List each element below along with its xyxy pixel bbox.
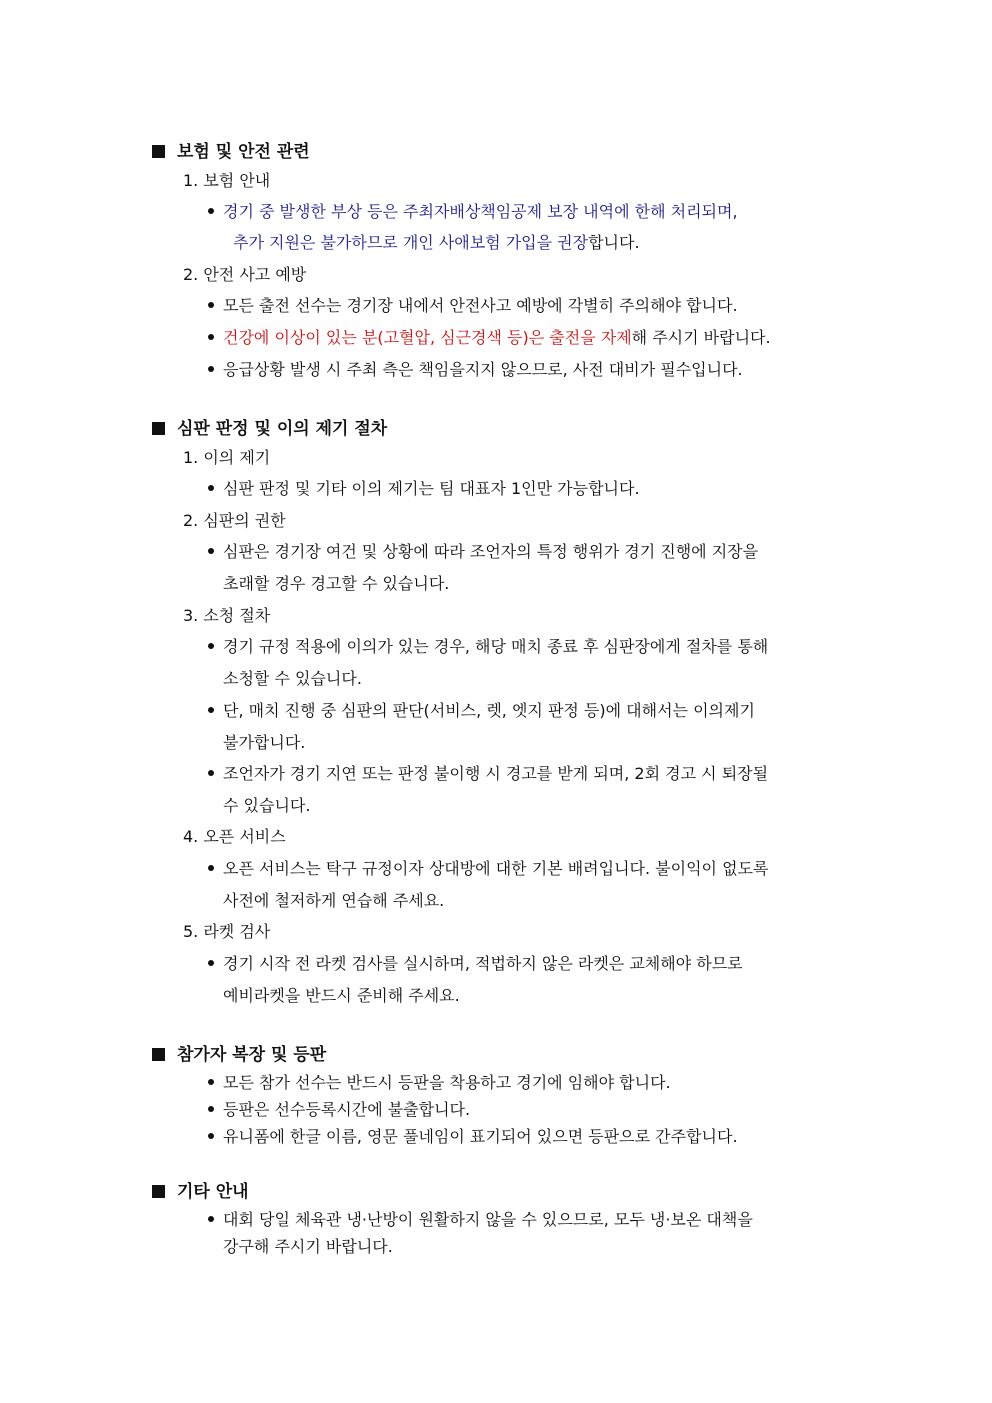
bullet-racket-check-cont: 예비라켓을 반드시 준비해 주세요.	[223, 986, 460, 1005]
bullet-emergency	[208, 359, 743, 381]
section-heading-attire-bib	[152, 1044, 326, 1066]
bullet-text: 단, 매치 진행 중 심판의 판단(서비스, 렛, 엣지 판정 등)에 대해서는 이의제기	[223, 701, 755, 720]
bullet-heating-cooling-cont: 강구해 주시기 바랍니다.	[223, 1237, 393, 1256]
bullet-petition-rule	[208, 636, 768, 658]
subheading-petition: 3. 소청 절차	[183, 606, 271, 625]
subheading-open-service: 4. 오픈 서비스	[183, 827, 286, 846]
highlight-text-red: 건강에 이상이 있는 분(고혈압, 심근경색 등)은 출전을 자제	[223, 328, 632, 347]
subheading-insurance-guide: 1. 보험 안내	[183, 171, 271, 190]
square-bullet-icon	[152, 422, 165, 435]
section-heading-other	[152, 1181, 249, 1203]
bullet-text: 조언자가 경기 지연 또는 판정 불이행 시 경고를 받게 되며, 2회 경고 시 퇴장될	[223, 764, 769, 783]
square-bullet-icon	[152, 1048, 165, 1061]
bullet-dot-icon	[208, 770, 214, 776]
bullet-dot-icon	[208, 1216, 214, 1222]
bullet-insurance-coverage	[208, 201, 738, 223]
bullet-petition-exception	[208, 700, 755, 722]
bullet-appeal-representative	[208, 478, 640, 500]
bullet-dot-icon	[208, 1079, 214, 1085]
bullet-heating-cooling	[208, 1209, 753, 1231]
bullet-text: 합니다.	[588, 233, 640, 252]
bullet-text: 응급상황 발생 시 주최 측은 책임을지지 않으므로, 사전 대비가 필수입니다.	[223, 360, 743, 379]
bullet-dot-icon	[208, 208, 214, 214]
bullet-text: 경기 중 발생한 부상 등은 주최자배상책임공제 보장 내역에 한해 처리되며,	[223, 202, 738, 221]
subheading-appeal: 1. 이의 제기	[183, 448, 271, 467]
subheading-racket-check: 5. 라켓 검사	[183, 922, 271, 941]
bullet-referee-warning-cont: 초래할 경우 경고할 수 있습니다.	[223, 574, 450, 593]
bullet-text: 모든 참가 선수는 반드시 등판을 착용하고 경기에 임해야 합니다.	[223, 1073, 671, 1092]
bullet-open-service-cont: 사전에 철저하게 연습해 주세요.	[223, 891, 445, 910]
bullet-text: 해 주시기 바랍니다.	[631, 328, 771, 347]
section-title: 심판 판정 및 이의 제기 절차	[177, 419, 388, 439]
bullet-text: 경기 시작 전 라켓 검사를 실시하며, 적법하지 않은 라켓은 교체해야 하므로	[223, 954, 743, 973]
bullet-dot-icon	[208, 334, 214, 340]
bullet-uniform-name	[208, 1126, 738, 1148]
section-heading-insurance-safety	[152, 141, 310, 163]
bullet-dot-icon	[208, 1133, 214, 1139]
bullet-text: 경기 규정 적용에 이의가 있는 경우, 해당 매치 종료 후 심판장에게 절차를 통해	[223, 637, 769, 656]
bullet-petition-exception-cont: 불가합니다.	[223, 733, 306, 752]
bullet-text: 유니폼에 한글 이름, 영문 풀네임이 표기되어 있으면 등판으로 간주합니다.	[223, 1127, 738, 1146]
bullet-text: 심판은 경기장 여건 및 상황에 따라 조언자의 특정 행위가 경기 진행에 지장을	[223, 542, 759, 561]
bullet-dot-icon	[208, 302, 214, 308]
bullet-text: 대회 당일 체육관 냉·난방이 원활하지 않을 수 있으므로, 모두 냉·보온 대책을	[223, 1210, 753, 1229]
subheading-accident-prevention: 2. 안전 사고 예방	[183, 265, 307, 284]
section-title: 보험 및 안전 관련	[177, 142, 310, 162]
bullet-dot-icon	[208, 485, 214, 491]
bullet-text: 심판 판정 및 기타 이의 제기는 팀 대표자 1인만 가능합니다.	[223, 479, 640, 498]
bullet-referee-warning	[208, 541, 758, 563]
bullet-dot-icon	[208, 548, 214, 554]
bullet-advisor-warning	[208, 763, 768, 785]
square-bullet-icon	[152, 1185, 165, 1198]
bullet-safety-caution	[208, 295, 738, 317]
bullet-racket-check	[208, 953, 743, 975]
bullet-text: 오픈 서비스는 탁구 규정이자 상대방에 대한 기본 배려입니다. 불이익이 없도록	[223, 859, 769, 878]
bullet-bib-distribution	[208, 1099, 470, 1121]
square-bullet-icon	[152, 145, 165, 158]
bullet-dot-icon	[208, 960, 214, 966]
bullet-text: 모든 출전 선수는 경기장 내에서 안전사고 예방에 각별히 주의해야 합니다.	[223, 296, 738, 315]
bullet-dot-icon	[208, 865, 214, 871]
bullet-bib-required	[208, 1072, 671, 1094]
bullet-advisor-warning-cont: 수 있습니다.	[223, 796, 311, 815]
section-heading-referee-appeal	[152, 418, 387, 440]
section-title: 참가자 복장 및 등판	[177, 1045, 327, 1065]
bullet-open-service	[208, 858, 768, 880]
bullet-dot-icon	[208, 707, 214, 713]
bullet-health-warning	[208, 327, 771, 349]
bullet-petition-rule-cont: 소청할 수 있습니다.	[223, 669, 362, 688]
highlight-text-blue: 추가 지원은 불가하므로 개인 사애보험 가입을 권장	[233, 233, 589, 252]
section-title: 기타 안내	[177, 1182, 249, 1202]
bullet-text: 등판은 선수등록시간에 불출합니다.	[223, 1100, 471, 1119]
bullet-insurance-coverage-cont	[233, 232, 640, 254]
bullet-dot-icon	[208, 1106, 214, 1112]
bullet-dot-icon	[208, 366, 214, 372]
bullet-dot-icon	[208, 643, 214, 649]
subheading-referee-authority: 2. 심판의 권한	[183, 511, 286, 530]
